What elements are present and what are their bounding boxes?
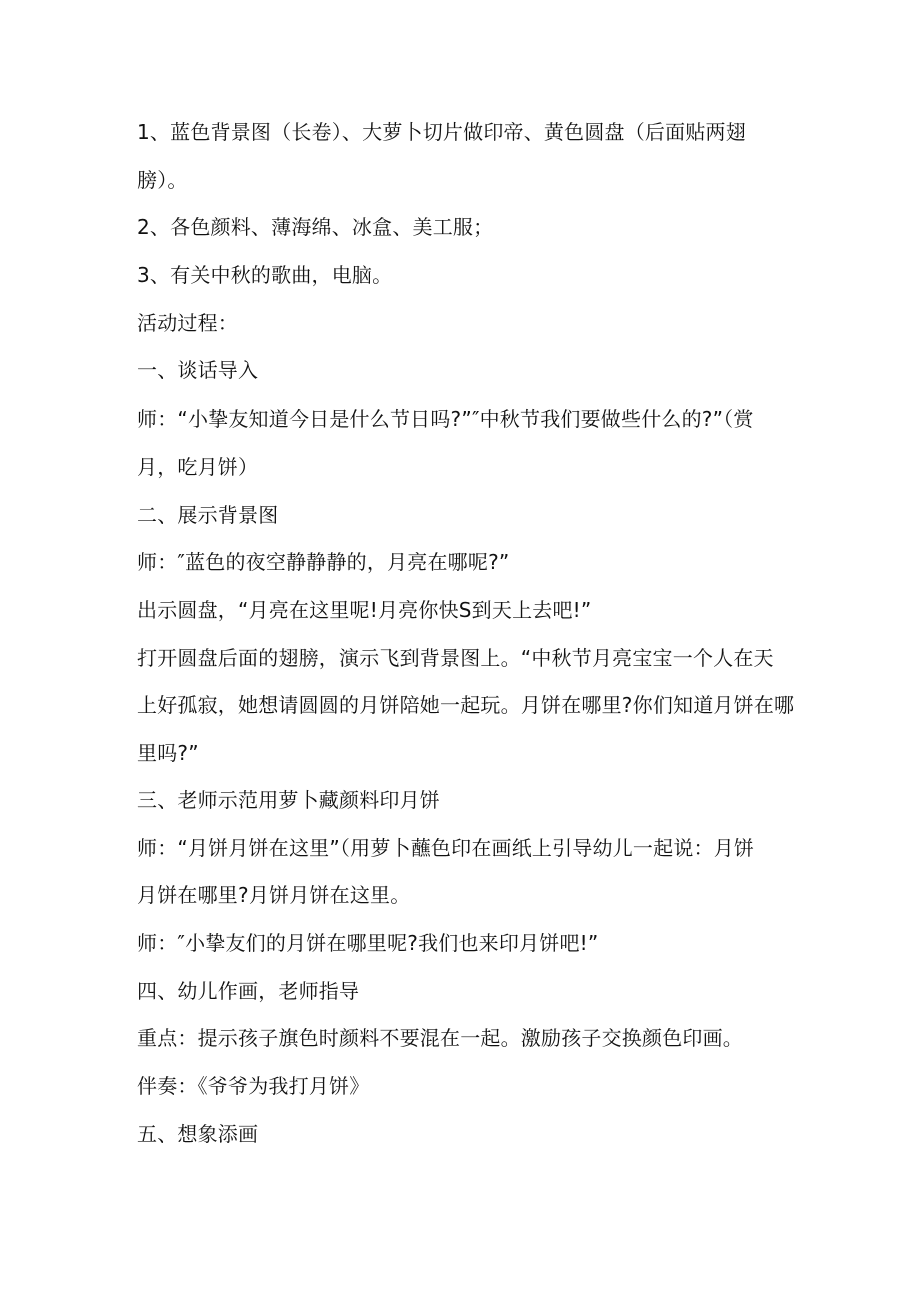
text-line-2e: 里吗?” bbox=[137, 741, 199, 765]
text-line-1a: 师：“小挚友知道今日是什么节日吗?”″中秋节我们要做些什么的?”（赏 bbox=[137, 407, 754, 431]
section-heading-4: 四、幼儿作画，老师指导 bbox=[137, 979, 360, 1003]
text-line-2a: 师：″蓝色的夜空静静静的，月亮在哪呢?” bbox=[137, 550, 510, 574]
section-heading-2: 二、展示背景图 bbox=[137, 503, 279, 527]
text-line-materials-3: 3、有关中秋的歌曲，电脑。 bbox=[137, 263, 393, 287]
text-line-materials-1b: 膀）。 bbox=[137, 168, 188, 192]
text-line-3a: 师：“月饼月饼在这里”（用萝卜蘸色印在画纸上引导幼儿一起说：月饼 bbox=[137, 836, 755, 860]
section-heading-process: 活动过程： bbox=[137, 311, 238, 335]
text-line-3c: 师：″小挚友们的月饼在哪里呢?我们也来印月饼吧!” bbox=[137, 931, 599, 955]
text-line-2c: 打开圆盘后面的翅膀，演示飞到背景图上。“中秋节月亮宝宝一个人在天 bbox=[137, 646, 774, 670]
text-line-4a: 重点：提示孩子旗色时颜料不要混在一起。激励孩子交换颜色印画。 bbox=[137, 1026, 743, 1050]
text-line-materials-1a: 1、蓝色背景图（长卷）、大萝卜切片做印帝、黄色圆盘（后面贴两翅 bbox=[137, 120, 746, 144]
text-line-4b: 伴奏：《爷爷为我打月饼》 bbox=[137, 1074, 370, 1098]
text-line-materials-2: 2、各色颜料、薄海绵、冰盒、美工服； bbox=[137, 215, 494, 239]
text-line-1b: 月，吃月饼） bbox=[137, 455, 259, 479]
section-heading-3: 三、老师示范用萝卜藏颜料印月饼 bbox=[137, 788, 440, 812]
text-line-2b: 出示圆盘，“月亮在这里呢!月亮你快S到天上去吧!” bbox=[137, 598, 592, 622]
text-line-3b: 月饼在哪里?月饼月饼在这里。 bbox=[137, 883, 411, 907]
section-heading-5: 五、想象添画 bbox=[137, 1122, 259, 1146]
section-heading-1: 一、谈话导入 bbox=[137, 358, 259, 382]
text-line-2d: 上好孤寂，她想请圆圆的月饼陪她一起玩。月饼在哪里?你们知道月饼在哪 bbox=[137, 693, 795, 717]
